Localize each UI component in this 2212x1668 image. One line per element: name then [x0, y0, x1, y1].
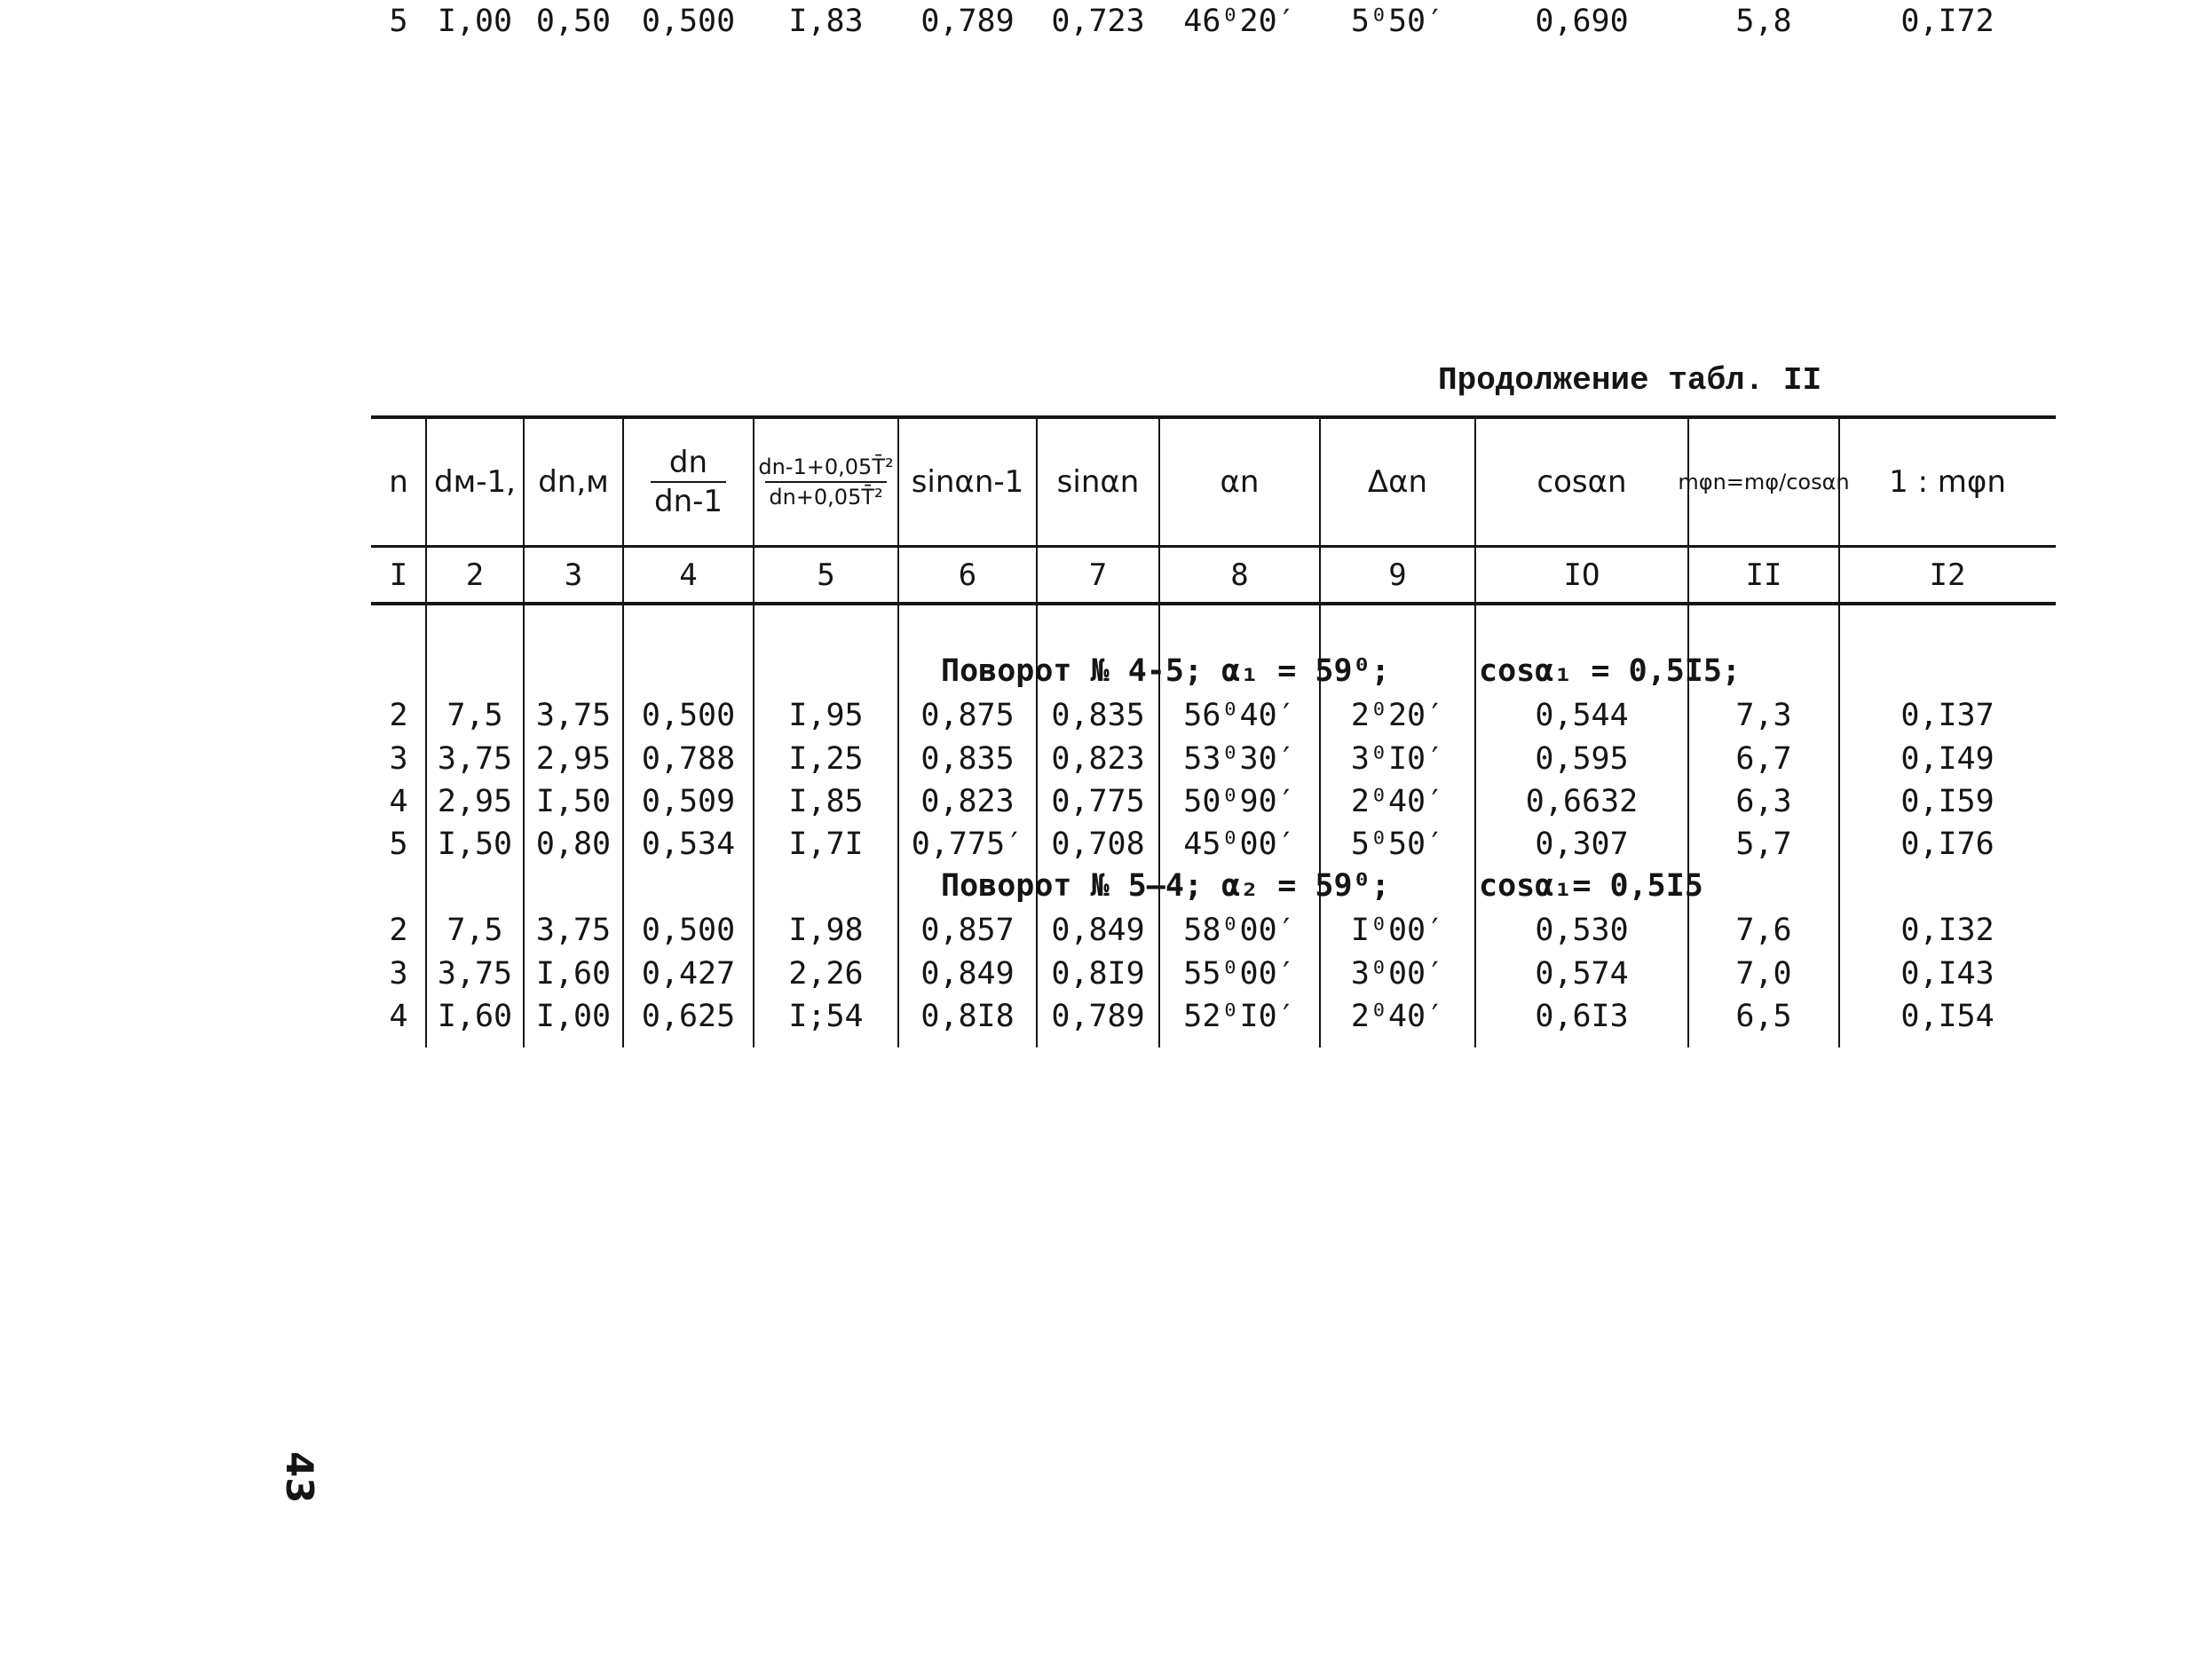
header-fraction — [651, 447, 726, 517]
column-number-cell: I — [389, 557, 408, 593]
table-cell: 3,75 — [535, 912, 612, 948]
table-cell: 7,5 — [446, 697, 503, 733]
header-cell — [524, 419, 623, 545]
table-cell: 0,500 — [641, 912, 736, 948]
table-cell: 0,509 — [641, 783, 736, 819]
table-cell: I;54 — [788, 998, 864, 1034]
table-cell: 4 — [389, 783, 408, 819]
table-cell: 2,95 — [535, 740, 612, 777]
table-cell: 2⁰40′ — [1350, 998, 1445, 1034]
table-cell: 50⁰90′ — [1183, 783, 1296, 819]
table-cell: 2 — [389, 697, 408, 733]
table-cell: 5,7 — [1735, 826, 1792, 862]
header-label: dn,м — [538, 464, 609, 500]
fraction-numerator: dn-1+0,05T̄² — [758, 455, 894, 479]
header-cell — [1037, 419, 1159, 545]
table-cell: 0,690 — [1535, 3, 1629, 39]
header-label: 1 : mφn — [1889, 464, 2006, 500]
column-number-cell: 3 — [564, 557, 583, 593]
table-cell: 56⁰40′ — [1183, 697, 1296, 733]
table-cell: 0,I76 — [1900, 826, 1995, 862]
table-cell: 0,I54 — [1900, 998, 1995, 1034]
table-cell: 0,775′ — [911, 826, 1024, 862]
table-cell: 55⁰00′ — [1183, 955, 1296, 992]
column-number-cell: 5 — [817, 557, 835, 593]
table-cell: I,00 — [535, 998, 612, 1034]
table-cell: I,60 — [437, 998, 513, 1034]
table-cell: 5,8 — [1735, 3, 1792, 39]
table-cell: 0,789 — [920, 3, 1015, 39]
table-cell: 7,6 — [1735, 912, 1792, 948]
section-title: Поворот № 4-5; α₁ = 59⁰; — [941, 652, 1390, 689]
header-cell — [371, 419, 426, 545]
table-cell: 6,3 — [1735, 783, 1792, 819]
header-label: sinαn-1 — [911, 464, 1024, 500]
table-cell: 2 — [389, 912, 408, 948]
table-cell: 0,500 — [641, 3, 736, 39]
table-cell: 0,875 — [920, 697, 1015, 733]
column-number-cell: I2 — [1929, 557, 1966, 593]
header-label: Δαn — [1367, 464, 1428, 500]
table-cell: 0,849 — [920, 955, 1015, 992]
table-cell: 0,50 — [535, 3, 612, 39]
header-cell — [1678, 419, 1850, 545]
column-number-cell: 8 — [1230, 557, 1249, 593]
table-cell: 3,75 — [535, 697, 612, 733]
column-number-cell: IO — [1563, 557, 1600, 593]
table-cell: 0,534 — [641, 826, 736, 862]
fraction-denominator: dn-1 — [651, 481, 726, 517]
table-cell: 0,625 — [641, 998, 736, 1034]
table-cell: 0,I37 — [1900, 697, 1995, 733]
table-cell: 0,788 — [641, 740, 736, 777]
table-cell: I,98 — [788, 912, 864, 948]
table-cell: 0,574 — [1535, 955, 1629, 992]
table-cell: 3,75 — [437, 740, 513, 777]
table-cell: 0,789 — [1051, 998, 1145, 1034]
table-cell: 0,823 — [1051, 740, 1145, 777]
table-cell: 7,0 — [1735, 955, 1792, 992]
table-cell: 0,775 — [1051, 783, 1145, 819]
header-cell — [1320, 419, 1475, 545]
table-cell: 3⁰00′ — [1350, 955, 1445, 992]
header-label: cosαn — [1537, 464, 1627, 500]
table-cell: I⁰00′ — [1350, 912, 1445, 948]
table-cell: 0,8I8 — [920, 998, 1015, 1034]
table-cell: I,50 — [535, 783, 612, 819]
table-cell: 0,823 — [920, 783, 1015, 819]
header-cell — [426, 419, 524, 545]
fraction-numerator: dn — [668, 445, 708, 480]
table-cell: 58⁰00′ — [1183, 912, 1296, 948]
table-cell: 0,530 — [1535, 912, 1629, 948]
table-cell: 7,3 — [1735, 697, 1792, 733]
table-cell: 0,6632 — [1525, 783, 1639, 819]
table-cell: I,25 — [788, 740, 864, 777]
table-cell: 0,849 — [1051, 912, 1145, 948]
table-cell: 2⁰20′ — [1350, 697, 1445, 733]
header-cell — [623, 419, 754, 545]
table-cell: 0,8I9 — [1051, 955, 1145, 992]
table-cell: 5⁰50′ — [1350, 826, 1445, 862]
header-label: αn — [1220, 464, 1260, 500]
table-cell: 0,80 — [535, 826, 612, 862]
table-cell: 0,500 — [641, 697, 736, 733]
table-cell: 6,5 — [1735, 998, 1792, 1034]
header-cell — [1839, 419, 2056, 545]
table-cell: 2,26 — [788, 955, 864, 992]
header-label: sinαn — [1056, 464, 1140, 500]
table-cell: 5⁰50′ — [1350, 3, 1445, 39]
header-label: n — [389, 464, 408, 500]
header-label: mφn=mφ/cosαn — [1678, 470, 1850, 494]
table-cell: I,83 — [788, 3, 864, 39]
table-caption: Продолжение табл. II — [1438, 362, 1822, 399]
header-cell — [898, 419, 1037, 545]
section-cos-value: cosα₁ = 0,5I5; — [1479, 652, 1742, 689]
page-number: 43 — [278, 1451, 321, 1504]
table-cell: 0,708 — [1051, 826, 1145, 862]
table-cell: 3 — [389, 740, 408, 777]
table-cell: 2⁰40′ — [1350, 783, 1445, 819]
table-cell: 0,6I3 — [1535, 998, 1629, 1034]
table-cell: 6,7 — [1735, 740, 1792, 777]
header-cell — [1475, 419, 1688, 545]
table-cell: I,95 — [788, 697, 864, 733]
section-title: Поворот № 5–4; α₂ = 59⁰; — [941, 867, 1390, 904]
table-cell: 3,75 — [437, 955, 513, 992]
header-cell — [1159, 419, 1320, 545]
column-number-cell: II — [1745, 557, 1782, 593]
table-cell: 0,I49 — [1900, 740, 1995, 777]
table-cell: 0,I59 — [1900, 783, 1995, 819]
table-cell: 2,95 — [437, 783, 513, 819]
table-cell: 0,835 — [1051, 697, 1145, 733]
table-cell: 53⁰30′ — [1183, 740, 1296, 777]
table-cell: I,7I — [788, 826, 864, 862]
section-cos-value: cosα₁= 0,5I5 — [1479, 867, 1703, 904]
table-cell: 3⁰I0′ — [1350, 740, 1445, 777]
table-cell: I,50 — [437, 826, 513, 862]
table-cell: 7,5 — [446, 912, 503, 948]
table-cell: 5 — [389, 826, 408, 862]
table-cell: 5 — [389, 3, 408, 39]
table-cell: 0,595 — [1535, 740, 1629, 777]
column-number-cell: 4 — [679, 557, 698, 593]
table-cell: 0,723 — [1051, 3, 1145, 39]
table-cell: 0,307 — [1535, 826, 1629, 862]
table-cell: 4 — [389, 998, 408, 1034]
table-cell: I,00 — [437, 3, 513, 39]
table-cell: 0,I43 — [1900, 955, 1995, 992]
table-cell: 0,544 — [1535, 697, 1629, 733]
table-cell: 52⁰I0′ — [1183, 998, 1296, 1034]
header-cell — [754, 419, 898, 545]
table-cell: 3 — [389, 955, 408, 992]
column-number-cell: 9 — [1388, 557, 1407, 593]
table-cell: 45⁰00′ — [1183, 826, 1296, 862]
column-number-cell: 6 — [958, 557, 977, 593]
column-number-cell: 7 — [1088, 557, 1108, 593]
table-cell: 0,I32 — [1900, 912, 1995, 948]
fraction-denominator: dn+0,05T̄² — [765, 481, 886, 508]
header-fraction — [754, 456, 897, 508]
table-cell: 0,I72 — [1900, 3, 1995, 39]
table-cell: 0,835 — [920, 740, 1015, 777]
table-cell: I,60 — [535, 955, 612, 992]
table-cell: I,85 — [788, 783, 864, 819]
table-cell: 0,857 — [920, 912, 1015, 948]
table-cell: 46⁰20′ — [1183, 3, 1296, 39]
column-number-cell: 2 — [465, 557, 485, 593]
header-label: dм-1, — [434, 464, 516, 500]
table-cell: 0,427 — [641, 955, 736, 992]
